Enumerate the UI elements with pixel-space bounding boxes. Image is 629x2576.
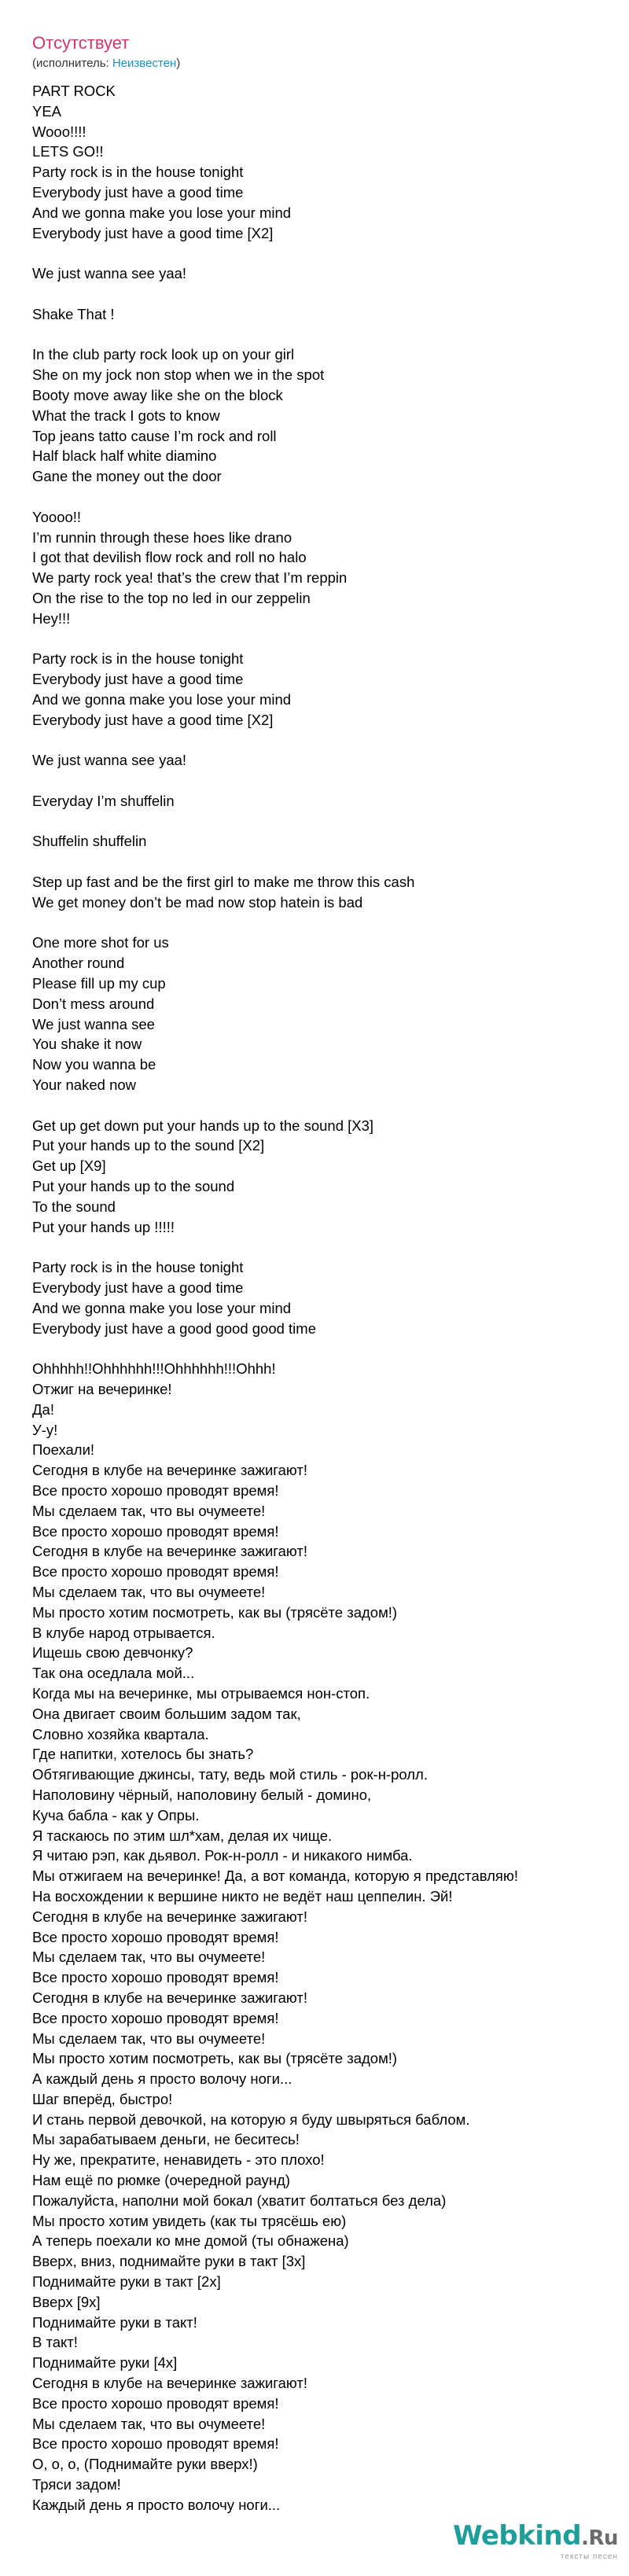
lyrics-line: Put your hands up to the sound (32, 1178, 235, 1195)
lyrics-line: Мы просто хотим посмотреть, как вы (трясёте задом!) (32, 2050, 398, 2067)
lyrics-line: We just wanna see yaa! (32, 752, 187, 769)
lyrics-blank-line (32, 487, 614, 507)
lyrics-blank-line (32, 284, 614, 304)
lyrics-line: Все просто хорошо проводят время! (32, 1563, 279, 1581)
lyrics-line: Все просто хорошо проводят время! (32, 1969, 279, 1986)
lyrics-line: Everybody just have a good time [X2] (32, 711, 274, 728)
lyrics-line: Сегодня в клубе на вечеринке зажигают! (32, 1908, 308, 1925)
lyrics-line: Booty move away like she on the block (32, 386, 283, 403)
lyrics-line: Поехали! (32, 1441, 95, 1459)
lyrics-line: Вверх [9х] (32, 2293, 101, 2310)
lyrics-line: And we gonna make you lose your mind (32, 690, 292, 708)
lyrics-blank-line (32, 852, 614, 872)
lyrics-line: Party rock is in the house tonight (32, 1259, 244, 1276)
lyrics-line: Step up fast and be the first girl to make me throw this cash (32, 874, 415, 891)
lyrics-line: Мы отжигаем на вечеринке! Да, а вот команда, которую я представляю! (32, 1868, 518, 1885)
lyrics-line: Get up [X9] (32, 1157, 106, 1175)
lyrics-line: Мы зарабатываем деньги, не беситесь! (32, 2131, 300, 2148)
lyrics-line: Все просто хорошо проводят время! (32, 2435, 279, 2453)
lyrics-line: And we gonna make you lose your mind (32, 1299, 292, 1316)
lyrics-line: Please fill up my cup (32, 975, 166, 992)
lyrics-line: And we gonna make you lose your mind (32, 204, 292, 221)
lyrics-line: Ну же, прекратите, ненавидеть - это плохо! (32, 2151, 325, 2169)
lyrics-line: Shuffelin shuffelin (32, 833, 147, 850)
lyrics-line: Everybody just have a good time (32, 1279, 244, 1297)
lyrics-line: Wooo!!!! (32, 123, 86, 140)
lyrics-line: What the track I gots to know (32, 407, 220, 424)
lyrics-line: Все просто хорошо проводят время! (32, 1928, 279, 1945)
lyrics-line: Я таскаюсь по этим шл*хам, делая их чище. (32, 1827, 333, 1844)
lyrics-line: Куча бабла - как у Опры. (32, 1806, 200, 1823)
lyrics-line: Сегодня в клубе на вечеринке зажигают! (32, 1543, 308, 1560)
lyrics-line: Вверх, вниз, поднимайте руки в такт [3х] (32, 2253, 306, 2270)
song-title: Отсутствует (32, 33, 130, 53)
lyrics-line: Отжиг на вечеринке! (32, 1381, 172, 1397)
lyrics-line: Ищешь свою девчонку? (32, 1644, 193, 1662)
lyrics-line: Все просто хорошо проводят время! (32, 2009, 279, 2026)
lyrics-line: В клубе народ отрывается. (32, 1624, 215, 1641)
lyrics-line: Hey!!! (32, 609, 71, 627)
lyrics-line: Мы просто хотим посмотреть, как вы (трясёте задом!) (32, 1603, 398, 1621)
logo-main-text: Webkind (453, 2520, 582, 2552)
lyrics-line: LETS GO!! (32, 143, 104, 160)
lyrics-line: I’m runnin through these hoes like drano (32, 528, 292, 546)
lyrics-blank-line (32, 1095, 614, 1116)
lyrics-line: We just wanna see yaa! (32, 265, 187, 282)
lyrics-line: Мы сделаем так, что вы очумеете! (32, 1502, 266, 1519)
lyrics-line: Gane the money out the door (32, 468, 222, 485)
lyrics-line: PART ROCK (32, 83, 116, 99)
lyrics-line: В такт! (32, 2334, 78, 2351)
lyrics-blank-line (32, 1338, 614, 1359)
lyrics-line: On the rise to the top no led in our zeppelin (32, 589, 311, 606)
lyrics-line: Everybody just have a good time (32, 183, 244, 201)
lyrics-line: I got that devilish flow rock and roll no halo (32, 549, 307, 566)
lyrics-line: Тряси задом! (32, 2476, 121, 2493)
lyrics-line: We party rock yea! that’s the crew that I’m reppin (32, 569, 348, 587)
lyrics-line: Каждый день я просто волочу ноги... (32, 2496, 281, 2513)
lyrics-line: Сегодня в клубе на вечеринке зажигают! (32, 1462, 308, 1479)
artist-suffix: ) (176, 57, 181, 70)
lyrics-line: На восхождении к вершине никто не ведёт наш цеппелин. Эй! (32, 1887, 453, 1904)
lyrics-line: Another round (32, 955, 125, 972)
lyrics-line: We just wanna see (32, 1015, 155, 1032)
logo-subtitle: тексты песен (560, 2552, 618, 2561)
lyrics-line: Она двигает своим большим задом так, (32, 1705, 301, 1722)
lyrics-line: А каждый день я просто волочу ноги... (32, 2070, 292, 2088)
lyrics-line: Half black half white diamino (32, 447, 217, 465)
artist-link[interactable]: Неизвестен (112, 57, 177, 70)
lyrics-text (32, 81, 614, 2515)
lyrics-line: Шаг вперёд, быстро! (32, 2090, 173, 2107)
lyrics-line: Словно хозяйка квартала. (32, 1725, 209, 1742)
site-logo[interactable] (453, 2520, 618, 2561)
lyrics-line: Все просто хорошо проводят время! (32, 1522, 279, 1540)
lyrics-line: One more shot for us (32, 934, 169, 951)
lyrics-line: Мы сделаем так, что вы очумеете! (32, 1583, 266, 1600)
logo-tld: .Ru (581, 2526, 618, 2550)
lyrics-line: Когда мы на вечеринке, мы отрываемся нон-стоп. (32, 1684, 370, 1702)
lyrics-line: Get up get down put your hands up to the sound [X3] (32, 1117, 374, 1134)
lyrics-line: Поднимайте руки в такт [2х] (32, 2273, 221, 2291)
lyrics-line: You shake it now (32, 1036, 142, 1053)
lyrics-line: Everyday I’m shuffelin (32, 792, 175, 809)
lyrics-blank-line (32, 629, 614, 650)
lyrics-line: Мы сделаем так, что вы очумеете! (32, 2415, 266, 2432)
lyrics-line: Сегодня в клубе на вечеринке зажигают! (32, 2375, 308, 2392)
lyrics-line: Наполовину чёрный, наполовину белый - домино, (32, 1786, 372, 1803)
lyrics-line: О, о, о, (Поднимайте руки вверх!) (32, 2456, 258, 2473)
lyrics-line: Don’t mess around (32, 995, 155, 1012)
lyrics-line: Да! (32, 1400, 54, 1418)
lyrics-line: Everybody just have a good good good time (32, 1319, 316, 1337)
lyrics-line: Ohhhhh!!Ohhhhhh!!!Ohhhhhh!!!Ohhh! (32, 1360, 276, 1378)
lyrics-line: Мы просто хотим увидеть (как ты трясёшь ею) (32, 2212, 347, 2229)
lyrics-blank-line (32, 771, 614, 791)
lyrics-line: YEA (32, 102, 62, 120)
lyrics-line: Мы сделаем так, что вы очумеете! (32, 2030, 266, 2047)
lyrics-blank-line (32, 1237, 614, 1257)
lyrics-line: Put your hands up to the sound [X2] (32, 1137, 265, 1154)
lyrics-blank-line (32, 730, 614, 751)
lyrics-line: Shake That ! (32, 305, 115, 322)
logo-wordmark (453, 2520, 618, 2554)
lyrics-line: У-у! (32, 1421, 58, 1438)
lyrics-line: Все просто хорошо проводят время! (32, 2394, 279, 2412)
artist-prefix: (исполнитель: (32, 57, 112, 70)
lyrics-line: To the sound (32, 1198, 116, 1215)
lyrics-line: Сегодня в клубе на вечеринке зажигают! (32, 1989, 308, 2006)
lyrics-blank-line (32, 811, 614, 832)
lyrics-line: Поднимайте руки [4х] (32, 2354, 178, 2372)
lyrics-line: Где напитки, хотелось бы знать? (32, 1746, 254, 1763)
lyrics-line: Мы сделаем так, что вы очумеете! (32, 1949, 266, 1966)
lyrics-line: Я читаю рэп, как дьявол. Рок-н-ролл - и никакого нимба. (32, 1847, 413, 1864)
lyrics-line: In the club party rock look up on your girl (32, 346, 295, 363)
lyrics-line: Поднимайте руки в такт! (32, 2313, 197, 2331)
lyrics-line: Party rock is in the house tonight (32, 650, 244, 668)
lyrics-line: Now you wanna be (32, 1056, 156, 1073)
lyrics-blank-line (32, 913, 614, 933)
lyrics-line: Put your hands up !!!!! (32, 1218, 175, 1235)
artist-line (32, 57, 180, 71)
lyrics-line: Party rock is in the house tonight (32, 164, 244, 181)
lyrics-line: Обтягивающие джинсы, тату, ведь мой стиль - рок-н-ролл. (32, 1766, 428, 1783)
lyrics-line: Top jeans tatto cause I’m rock and roll (32, 427, 277, 444)
lyrics-line: А теперь поехали ко мне домой (ты обнажена) (32, 2232, 349, 2250)
lyrics-line: Your naked now (32, 1076, 137, 1094)
lyrics-line: We get money don’t be mad now stop hatein is bad (32, 893, 363, 911)
lyrics-line: Пожалуйста, наполни мой бокал (хватит болтаться без дела) (32, 2191, 447, 2209)
lyrics-blank-line (32, 325, 614, 345)
lyrics-blank-line (32, 243, 614, 263)
lyrics-line: И стань первой девочкой, на которую я буду швыряться баблом. (32, 2110, 470, 2128)
lyrics-line: Так она оседлала мой... (32, 1665, 195, 1682)
lyrics-line: Все просто хорошо проводят время! (32, 1481, 279, 1499)
lyrics-line: Нам ещё по рюмке (очередной раунд) (32, 2172, 291, 2189)
lyrics-line: Everybody just have a good time (32, 671, 244, 688)
lyrics-line: She on my jock non stop when we in the spot (32, 366, 325, 384)
lyrics-line: Everybody just have a good time [X2] (32, 224, 274, 241)
lyrics-line: Yoooo!! (32, 508, 82, 525)
